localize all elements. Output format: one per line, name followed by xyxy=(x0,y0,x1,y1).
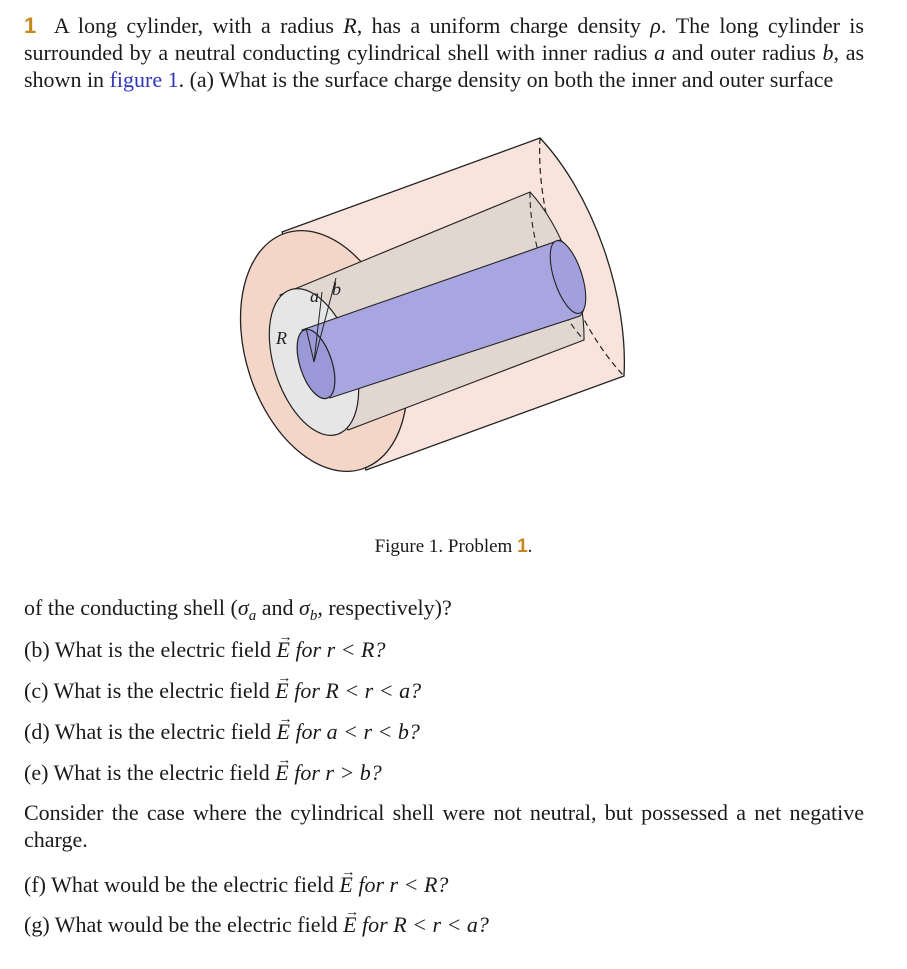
figure-caption xyxy=(0,536,907,558)
cylinder-diagram xyxy=(230,130,650,520)
consider-statement: Consider the case where the cylindrical shell were not neutral, but possessed a net negative charge. xyxy=(24,800,864,852)
var-a: a xyxy=(654,40,666,65)
cylinder-figure xyxy=(230,130,650,520)
qb-cond: for r < R? xyxy=(289,637,386,662)
sub-b: b xyxy=(309,608,318,624)
caption-prefix: Figure 1. Problem xyxy=(374,536,518,557)
question-d xyxy=(24,718,864,745)
vector-E: → E xyxy=(339,871,352,898)
vector-E: → E xyxy=(276,636,289,663)
question-a-continued xyxy=(24,594,864,630)
intro-text-3: . The long cylinder is surrounded by a neutral conducting cylindrical shell with inner radius xyxy=(24,13,864,65)
qa-and: and xyxy=(256,595,299,620)
label-b: b xyxy=(332,279,341,299)
sigma-b: σ xyxy=(298,595,310,620)
intro-text-2: , has a uniform charge density xyxy=(356,13,651,38)
intro-text-6: . (a) What is the surface charge density on both the inner and outer surface xyxy=(178,67,834,92)
qd-cond: for a < r < b? xyxy=(289,719,420,744)
qd-text: (d) What is the electric field xyxy=(24,719,277,744)
sigma-a: σ xyxy=(237,595,249,620)
intro-text-5: , as shown in xyxy=(24,40,865,92)
question-e xyxy=(24,759,864,786)
vector-E: → E xyxy=(275,677,288,704)
qb-text: (b) What is the electric field xyxy=(24,637,277,662)
problem-number: 1 xyxy=(24,13,37,38)
qf-text: (f) What would be the electric field xyxy=(24,872,340,897)
qe-text: (e) What is the electric field xyxy=(24,760,276,785)
qa-text-1: of the conducting shell ( xyxy=(24,595,238,620)
vector-E: → E xyxy=(275,759,288,786)
qa-text-2: , respectively)? xyxy=(317,595,452,620)
qg-text: (g) What would be the electric field xyxy=(24,912,344,937)
vector-E: → E xyxy=(276,718,289,745)
question-c xyxy=(24,677,864,704)
figure-link[interactable]: figure 1 xyxy=(109,67,179,92)
var-R: R xyxy=(343,13,357,38)
qc-cond: for R < r < a? xyxy=(288,678,422,703)
qf-cond: for r < R? xyxy=(352,872,449,897)
var-b: b xyxy=(822,40,834,65)
question-f xyxy=(24,871,864,898)
qg-cond: for R < r < a? xyxy=(356,912,489,937)
caption-suffix: . xyxy=(527,536,533,557)
intro-text-1: A long cylinder, with a radius xyxy=(53,13,344,38)
label-a: a xyxy=(310,286,319,306)
sub-a: a xyxy=(248,608,257,624)
label-R: R xyxy=(276,328,287,348)
question-g xyxy=(24,911,864,938)
var-rho: ρ xyxy=(650,13,661,38)
caption-ref[interactable]: 1 xyxy=(517,536,528,557)
intro-text-4: and outer radius xyxy=(665,40,823,65)
qc-text: (c) What is the electric field xyxy=(24,678,276,703)
problem-statement xyxy=(24,12,864,93)
vector-E: → E xyxy=(343,911,356,938)
question-b xyxy=(24,636,864,663)
qe-cond: for r > b? xyxy=(288,760,382,785)
